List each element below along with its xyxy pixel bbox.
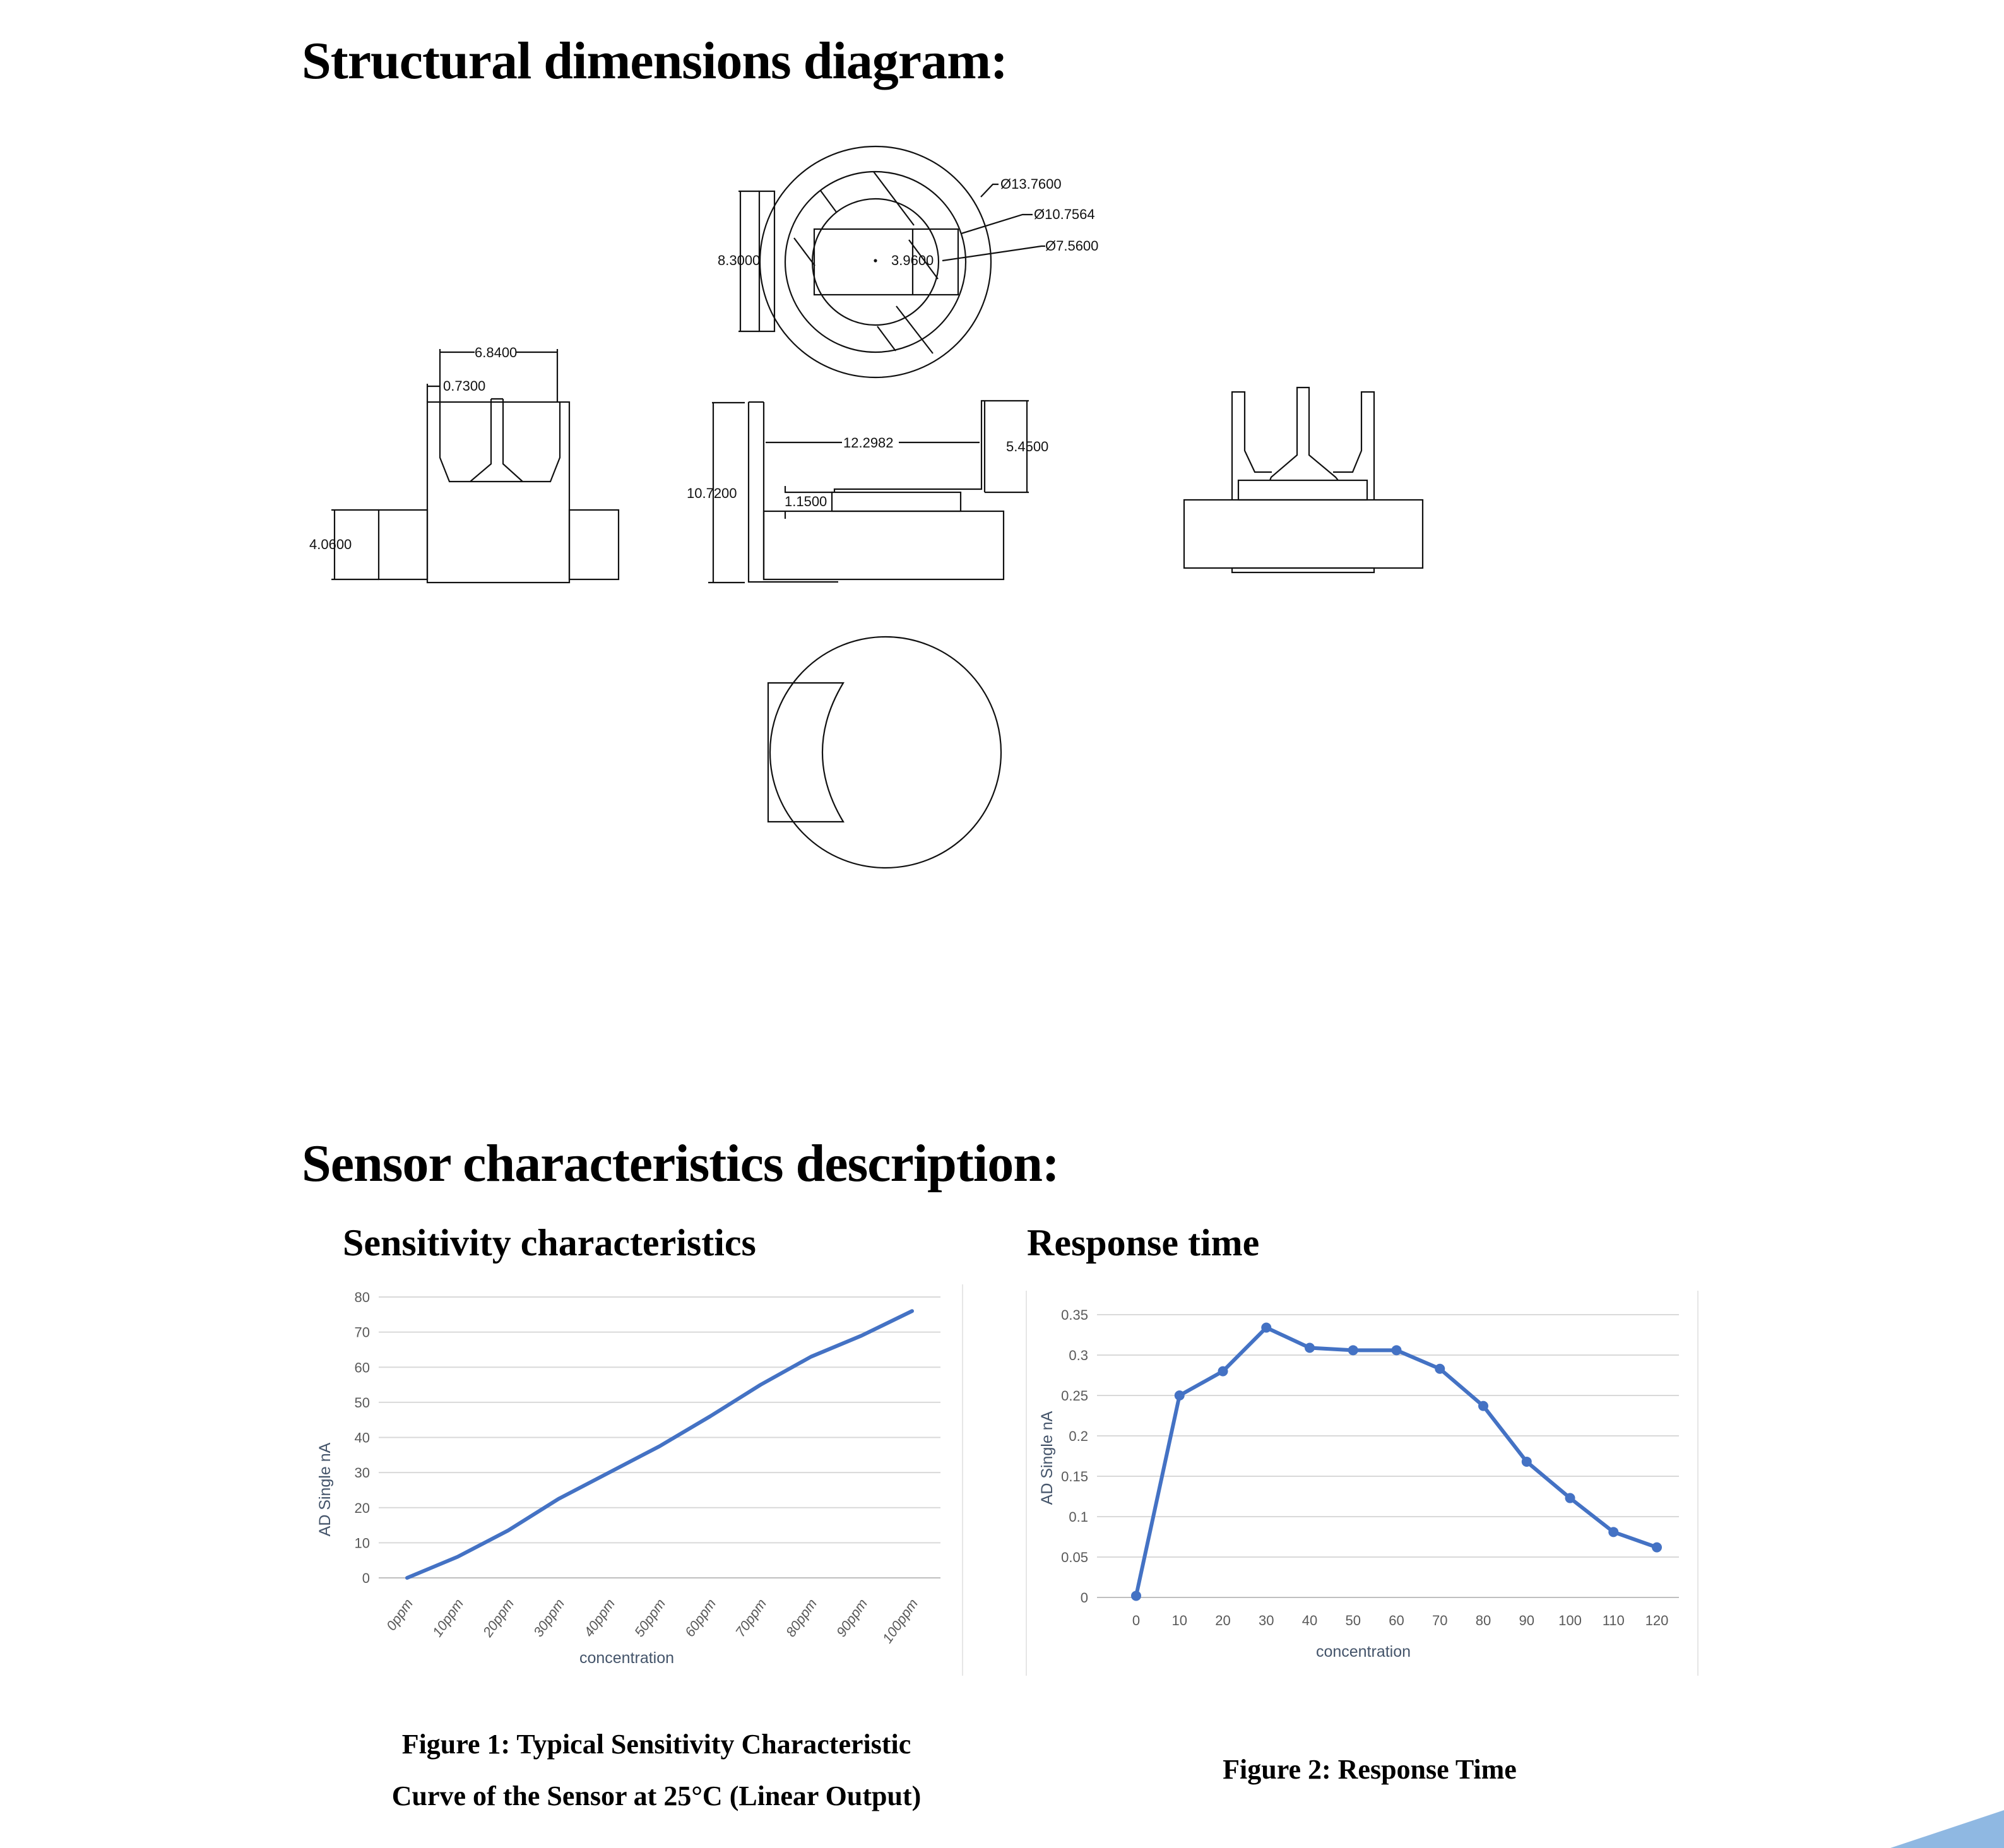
y-tick-label: 0.35 [1061, 1307, 1088, 1323]
side-view [708, 401, 1029, 583]
response-series-markers [1131, 1322, 1662, 1601]
y-tick-label: 0 [1080, 1590, 1088, 1606]
x-axis-title: concentration [579, 1649, 675, 1667]
x-tick-label: 20ppm [480, 1596, 518, 1640]
y-tick-label: 60 [354, 1359, 370, 1376]
response-time-chart [1023, 1288, 1704, 1679]
bottom-view [768, 637, 1001, 868]
x-tick-label: 90ppm [833, 1596, 871, 1640]
sensitivity-series-line [407, 1311, 912, 1578]
data-point-marker [1218, 1366, 1228, 1377]
y-tick-label: 30 [354, 1465, 370, 1481]
y-tick-label: 0.2 [1069, 1428, 1088, 1444]
data-point-marker [1478, 1401, 1488, 1411]
y-tick-label: 10 [354, 1535, 370, 1551]
data-point-marker [1348, 1345, 1358, 1355]
x-tick-label: 70 [1432, 1613, 1448, 1628]
dim-side-step: 1.1500 [785, 494, 827, 509]
data-point-marker [1435, 1364, 1445, 1374]
x-tick-label: 60ppm [682, 1596, 720, 1640]
structural-diagram [0, 0, 2004, 896]
response-series-line [1136, 1327, 1657, 1596]
dim-side-length: 12.2982 [843, 435, 894, 451]
corner-accent-decoration [1890, 1810, 2004, 1848]
x-tick-label: 120 [1645, 1613, 1669, 1628]
heading-structural: Structural dimensions diagram: [302, 32, 1008, 90]
y-tick-label: 0.3 [1069, 1348, 1088, 1363]
dim-tab-height: 8.3000 [718, 252, 761, 268]
y-tick-label: 50 [354, 1394, 370, 1411]
rear-view [1184, 388, 1423, 572]
dim-inner-diameter: Ø7.5600 [1045, 238, 1099, 254]
x-tick-label: 40ppm [581, 1596, 619, 1640]
y-tick-label: 0.15 [1061, 1469, 1088, 1484]
y-tick-label: 0.05 [1061, 1549, 1088, 1565]
x-tick-label: 110 [1602, 1613, 1625, 1628]
x-tick-label: 80ppm [783, 1596, 821, 1640]
y-tick-label: 0.1 [1069, 1509, 1088, 1525]
x-tick-label: 70ppm [732, 1596, 770, 1640]
x-tick-label: 40 [1301, 1613, 1318, 1628]
dim-upper-height: 5.4500 [1006, 439, 1049, 454]
dim-outer-diameter: Ø13.7600 [1000, 176, 1062, 192]
heading-response: Response time [1027, 1222, 1260, 1264]
figure1-caption-line2: Curve of the Sensor at 25°C (Linear Output) [391, 1780, 922, 1811]
y-tick-label: 0.25 [1061, 1388, 1088, 1404]
x-tick-label: 0ppm [383, 1596, 417, 1633]
x-tick-label: 30ppm [530, 1596, 568, 1640]
x-axis-title: concentration [1315, 1643, 1411, 1661]
data-point-marker [1608, 1527, 1618, 1537]
data-point-marker [1565, 1493, 1575, 1503]
x-axis-ticks [1132, 1613, 1668, 1628]
data-point-marker [1261, 1322, 1271, 1332]
x-tick-label: 50ppm [631, 1596, 669, 1640]
dim-front-wall: 0.7300 [443, 378, 486, 394]
x-tick-label: 20 [1215, 1613, 1231, 1628]
heading-sensor: Sensor characteristics description: [302, 1134, 1059, 1193]
x-tick-label: 100ppm [879, 1596, 922, 1647]
data-point-marker [1175, 1390, 1185, 1401]
y-tick-label: 70 [354, 1324, 370, 1341]
data-point-marker [1305, 1342, 1315, 1353]
x-tick-label: 90 [1519, 1613, 1534, 1628]
chart-gridlines [1097, 1315, 1679, 1597]
figure1-caption-line1: Figure 1: Typical Sensitivity Characteristic [401, 1729, 911, 1760]
y-axis-ticks [1061, 1307, 1088, 1606]
dim-inner-width: 3.9600 [891, 252, 934, 268]
data-point-marker [1652, 1543, 1662, 1553]
x-tick-label: 60 [1389, 1613, 1404, 1628]
sensitivity-chart [309, 1281, 966, 1679]
y-axis-ticks [355, 1289, 370, 1586]
x-tick-label: 50 [1345, 1613, 1361, 1628]
y-tick-label: 20 [354, 1500, 370, 1516]
dim-front-width: 6.8400 [475, 345, 518, 360]
x-axis-ticks [383, 1596, 921, 1646]
dim-side-height: 10.7200 [687, 485, 737, 501]
x-tick-label: 100 [1558, 1613, 1582, 1628]
y-axis-title: AD Single nA [1038, 1411, 1056, 1505]
x-tick-label: 30 [1259, 1613, 1274, 1628]
x-tick-label: 0 [1132, 1613, 1141, 1628]
dim-flange-height: 4.0600 [309, 536, 352, 552]
y-tick-label: 40 [354, 1430, 370, 1446]
data-point-marker [1392, 1345, 1402, 1355]
y-tick-label: 0 [362, 1570, 370, 1586]
heading-sensitivity: Sensitivity characteristics [343, 1222, 756, 1264]
x-tick-label: 10ppm [429, 1596, 467, 1640]
dim-middle-diameter: Ø10.7564 [1034, 206, 1095, 222]
x-tick-label: 80 [1475, 1613, 1491, 1628]
y-axis-title: AD Single nA [316, 1442, 334, 1537]
y-tick-label: 80 [354, 1289, 370, 1305]
data-point-marker [1522, 1457, 1532, 1467]
x-tick-label: 10 [1171, 1613, 1187, 1628]
figure2-caption: Figure 2: Response Time [1223, 1754, 1517, 1785]
data-point-marker [1131, 1590, 1141, 1601]
